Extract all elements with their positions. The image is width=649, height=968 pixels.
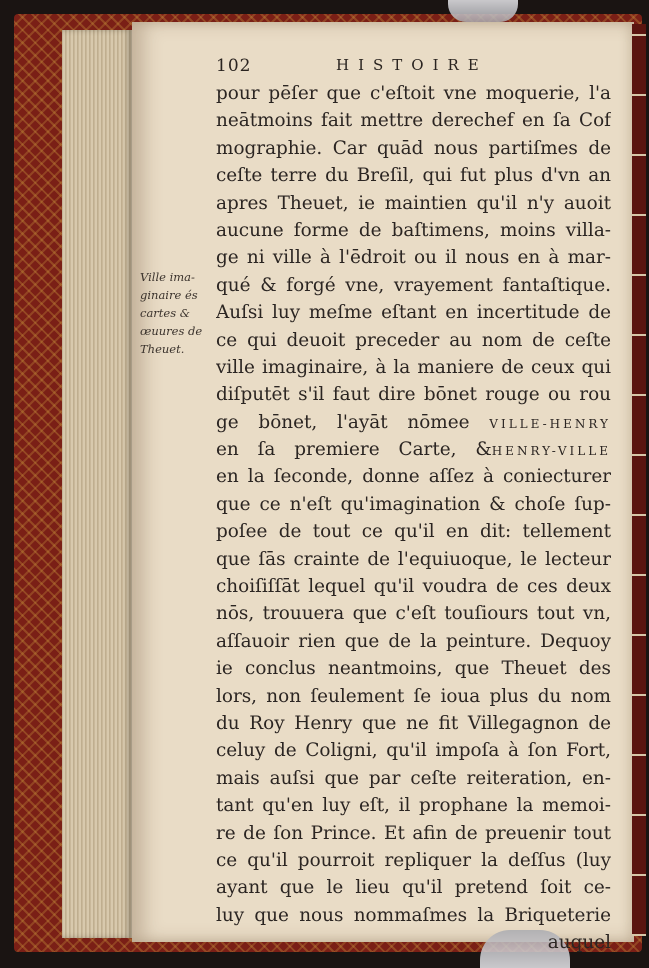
small-caps-ville-henry: VILLE-HENRY: [489, 416, 611, 431]
text-line: en la ſeconde, donne aſſez à coniecturer: [216, 466, 611, 488]
margin-note-line: œuures de: [140, 324, 203, 338]
body-text: [216, 80, 611, 957]
margin-note-line: Ville ima-: [140, 270, 195, 284]
margin-note-line: Theuet.: [140, 342, 185, 356]
text-line: aucune forme de baſtimens, moins villa-: [216, 219, 611, 241]
running-title: HISTOIRE: [336, 56, 488, 74]
text-line: du Roy Henry que ne fit Villegagnon de: [216, 712, 611, 734]
text-line: que ce n'eſt qu'imagination & choſe ſup-: [216, 493, 611, 515]
facing-page-edge: [632, 24, 646, 936]
text-line: celuy de Coligni, qu'il impoſa à ſon Fort,: [216, 740, 611, 762]
text-line: aſſauoir rien que de la peinture. Dequoy: [216, 630, 611, 652]
text-line: ce qu'il pourroit repliquer la deſſus (luy: [216, 849, 611, 871]
text-line: [216, 409, 611, 436]
text-line: [216, 436, 611, 463]
text-line: qué & forgé vne, vrayement fantaſtique.: [216, 274, 611, 296]
page-stack-edge: [62, 30, 132, 938]
text-line: apres Theuet, ie maintien qu'il n'y auoit: [216, 192, 611, 214]
text-segment: en ſa premiere Carte, &: [216, 439, 492, 461]
text-line: ce qui deuoit preceder au nom de ceſte: [216, 329, 611, 351]
text-line: Auſsi luy meſme eſtant en incertitude de: [216, 302, 611, 324]
text-line: ville imaginaire, à la maniere de ceux qui: [216, 356, 611, 378]
text-line: nōs, trouuera que c'eſt touſiours tout vn,: [216, 603, 611, 625]
text-line: mographie. Car quād nous partiſmes de: [216, 137, 611, 159]
text-line: re de ſon Prince. Et afin de preuenir tout: [216, 822, 611, 844]
small-caps-henry-ville: HENRY-VILLE: [491, 444, 611, 459]
text-line: luy que nous nommaſmes la Briqueterie: [216, 904, 611, 926]
page-number: 102: [216, 56, 252, 76]
text-line: tant qu'en luy eſt, il prophane la memoi-: [216, 795, 611, 817]
text-line: ayant que le lieu qu'il pretend ſoit ce-: [216, 877, 611, 899]
text-line: ge ni ville à l'ēdroit ou il nous en à mar-: [216, 247, 611, 269]
text-segment: ge bōnet, l'ayāt nōmee: [216, 411, 470, 433]
text-line: diſputēt s'il faut dire bōnet rouge ou rou: [216, 384, 611, 406]
text-line: ceſte terre du Breſil, qui fut plus d'vn an: [216, 165, 611, 187]
text-line: ie conclus neantmoins, que Theuet des: [216, 658, 611, 680]
text-line: neātmoins fait mettre derechef en ſa Cof: [216, 110, 611, 132]
text-line: mais auſsi que par ceſte reiteration, en-: [216, 767, 611, 789]
margin-note-line: ginaire és: [140, 288, 198, 302]
margin-note: [140, 268, 218, 358]
book-clamp-top: [448, 0, 518, 22]
text-line: lors, non ſeulement ſe ioua plus du nom: [216, 685, 611, 707]
text-line: choiſiſſāt lequel qu'il voudra de ces deux: [216, 576, 611, 598]
text-line: poſee de tout ce qu'il en dit: tellement: [216, 521, 611, 543]
text-line: pour pēſer que c'eſtoit vne moquerie, l'a: [216, 83, 611, 104]
text-line: que ſās crainte de l'equiuoque, le lecteur: [216, 548, 611, 570]
margin-note-line: cartes &: [140, 306, 191, 320]
catchword: auquel: [547, 932, 611, 954]
